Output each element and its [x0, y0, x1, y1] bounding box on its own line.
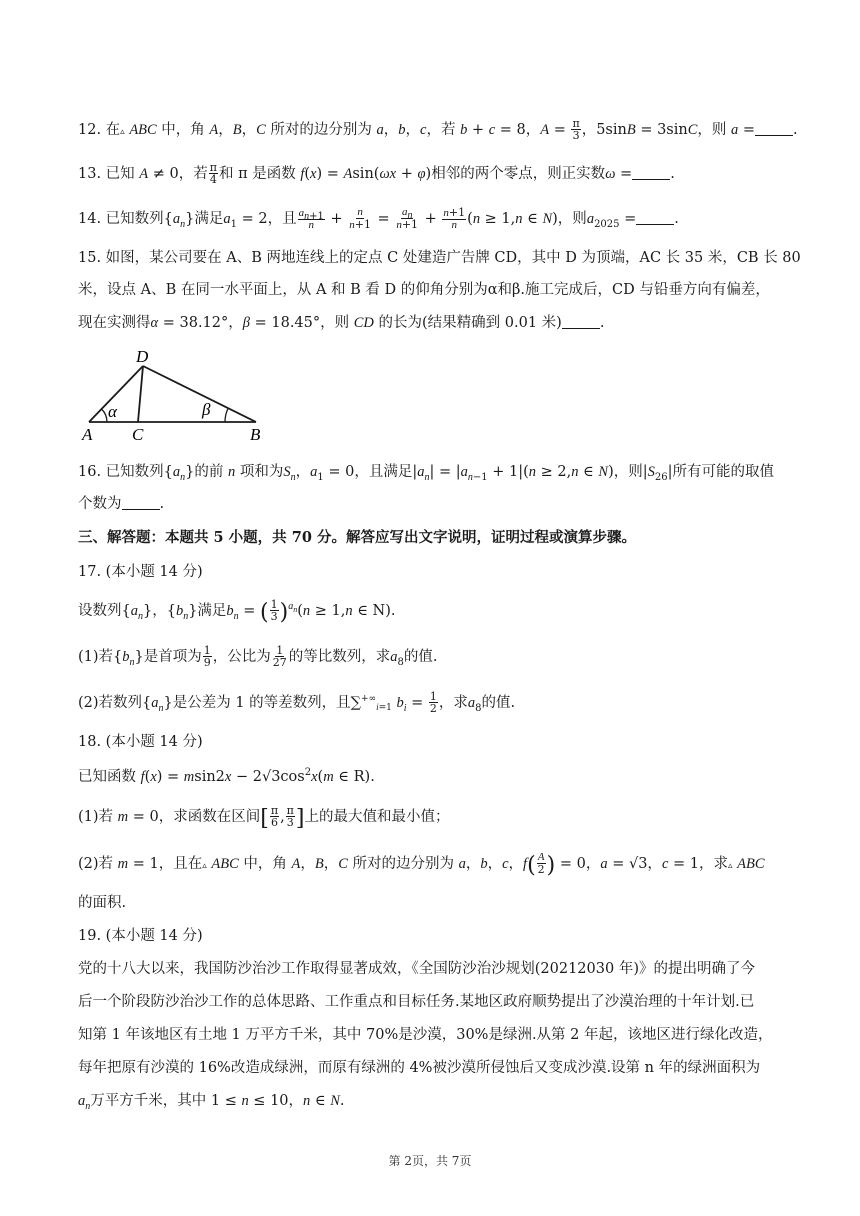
q18-part2: (2)若 m = 1，且在▵ ABC 中，角 A，B，C 所对的边分别为 a，b，c，f( $\frac{A}{2}$ ) = 0，a = √3，c = 1，求▵ ABC [78, 851, 765, 878]
page-footer: 第 2页，共 7页 [388, 1154, 472, 1168]
q19-head: 19. (本小题 14 分) [78, 928, 203, 944]
q17-stem: 设数列$\{a_n\}$，$\{b_n\}$满足$b_n$ = ( $\frac{1}{3}$ )$^{a_n}$(n ≥ 1,n ∈ N). [78, 598, 396, 625]
q17-part2: (2)若数列$\{a_n\}$是公差为 1 的等差数列，且$\sum^{+\infty}_{i=1}$ $b_i$ = $\frac{1}{2}$ ，求$a_8$的值. [78, 690, 516, 715]
question-13 [78, 161, 675, 186]
triangle-figure [80, 346, 270, 442]
q14-text: 14. 已知数列$\{a_n\}$满足$a_1 = 2$，且 $\frac{a_{n+1}}{n}$ + $\frac{n}{n+1}$ = $\frac{a_n}{n+1}$ + $\frac{n+1}{n}$ (n ≥ 1,n ∈ N)，则$a_{2025}$ = . [78, 205, 679, 231]
q15-line2: 米，设点 A、B 在同一水平面上，从 A 和 B 看 D 的仰角分别为α和β.施工完成后，CD 与铅垂方向有偏差， [78, 282, 770, 298]
q17-head: 17. (本小题 14 分) [78, 564, 203, 580]
section-3-heading: 三、解答题：本题共 5 小题，共 70 分。解答应写出文字说明，证明过程或演算步骤。 [78, 529, 636, 546]
q17-part1: (1)若$\{b_n\}$是首项为 $\frac{1}{9}$ ，公比为 $\frac{1}{27}$ 的等比数列，求$a_8$的值. [78, 644, 438, 669]
q19-line5: $a_n$万平方千米，其中 1 ≤ n ≤ 10，n ∈ N. [78, 1093, 345, 1112]
q18-stem: 已知函数 $f(x) = msin2x - 2√3\cos^2x(m$ ∈ R). [78, 767, 375, 785]
label-A: A [82, 425, 93, 442]
q15-line3: 现在实测得α = 38.12°，β = 18.45°，则 CD 的长为(结果精确到 0.01 米) . [78, 315, 605, 331]
q15-line1: 15. 如图，某公司要在 A、B 两地连线上的定点 C 处建造广告牌 CD，其中 D 为顶端，AC 长 35 米，CB 长 80 [78, 250, 801, 266]
q19-line3: 知第 1 年该地区有土地 1 万平方千米，其中 70%是沙漠，30%是绿洲.从第 2 年起，该地区进行绿化改造， [78, 1027, 773, 1043]
question-12 [78, 117, 798, 142]
segment-CD [138, 366, 143, 422]
label-C: C [132, 425, 144, 442]
label-B: B [250, 425, 261, 442]
label-beta: β [202, 400, 211, 419]
angle-alpha-arc [102, 409, 108, 422]
q18-part1: (1)若 m = 0，求函数在区间[ $\frac{\pi}{6}$ , $\frac{\pi}{3}$ ]上的最大值和最小值； [78, 804, 450, 831]
q19-line2: 后一个阶段防沙治沙工作的总体思路、工作重点和目标任务.某地区政府顺势提出了沙漠治理的十年计划.已 [78, 994, 755, 1010]
q18-head: 18. (本小题 14 分) [78, 734, 203, 750]
side-DB [143, 366, 256, 422]
label-D: D [136, 347, 149, 366]
q13-text: 13. 已知 A ≠ 0，若 $\frac{\pi}{4}$ 和 π 是函数 f(x) = Asin(ωx + φ)相邻的两个零点，则正实数ω = . [78, 161, 675, 186]
q18-part2-cont: 的面积. [78, 895, 127, 911]
label-alpha: α [108, 402, 117, 421]
angle-beta-arc [225, 409, 228, 423]
q19-line4: 每年把原有沙漠的 16%改造成绿洲，而原有绿洲的 4%被沙漠所侵蚀后又变成沙漠.设第 n 年的绿洲面积为 [78, 1060, 761, 1076]
q16-line2: 个数为 . [78, 496, 165, 512]
question-14 [78, 205, 679, 231]
q12-text: 12. 在▵ ABC 中，角 A，B，C 所对的边分别为 a，b，c，若 b + c = 8，A = $\frac{\pi}{3}$ ，5sinB = 3sinC，则 a = . [78, 117, 798, 142]
q16-line1: 16. 已知数列$\{a_n\}$的前 n 项和为$S_n$，$a_1 = 0$，且满足$|a_n| = |a_{n-1} + 1|(n \ge 2,n$ ∈ N)，则$|S_{26}|$所有可能的取值 [78, 464, 774, 483]
q19-line1: 党的十八大以来，我国防沙治沙工作取得显著成效，《全国防沙治沙规划(20212030 年)》的提出明确了今 [78, 961, 755, 977]
